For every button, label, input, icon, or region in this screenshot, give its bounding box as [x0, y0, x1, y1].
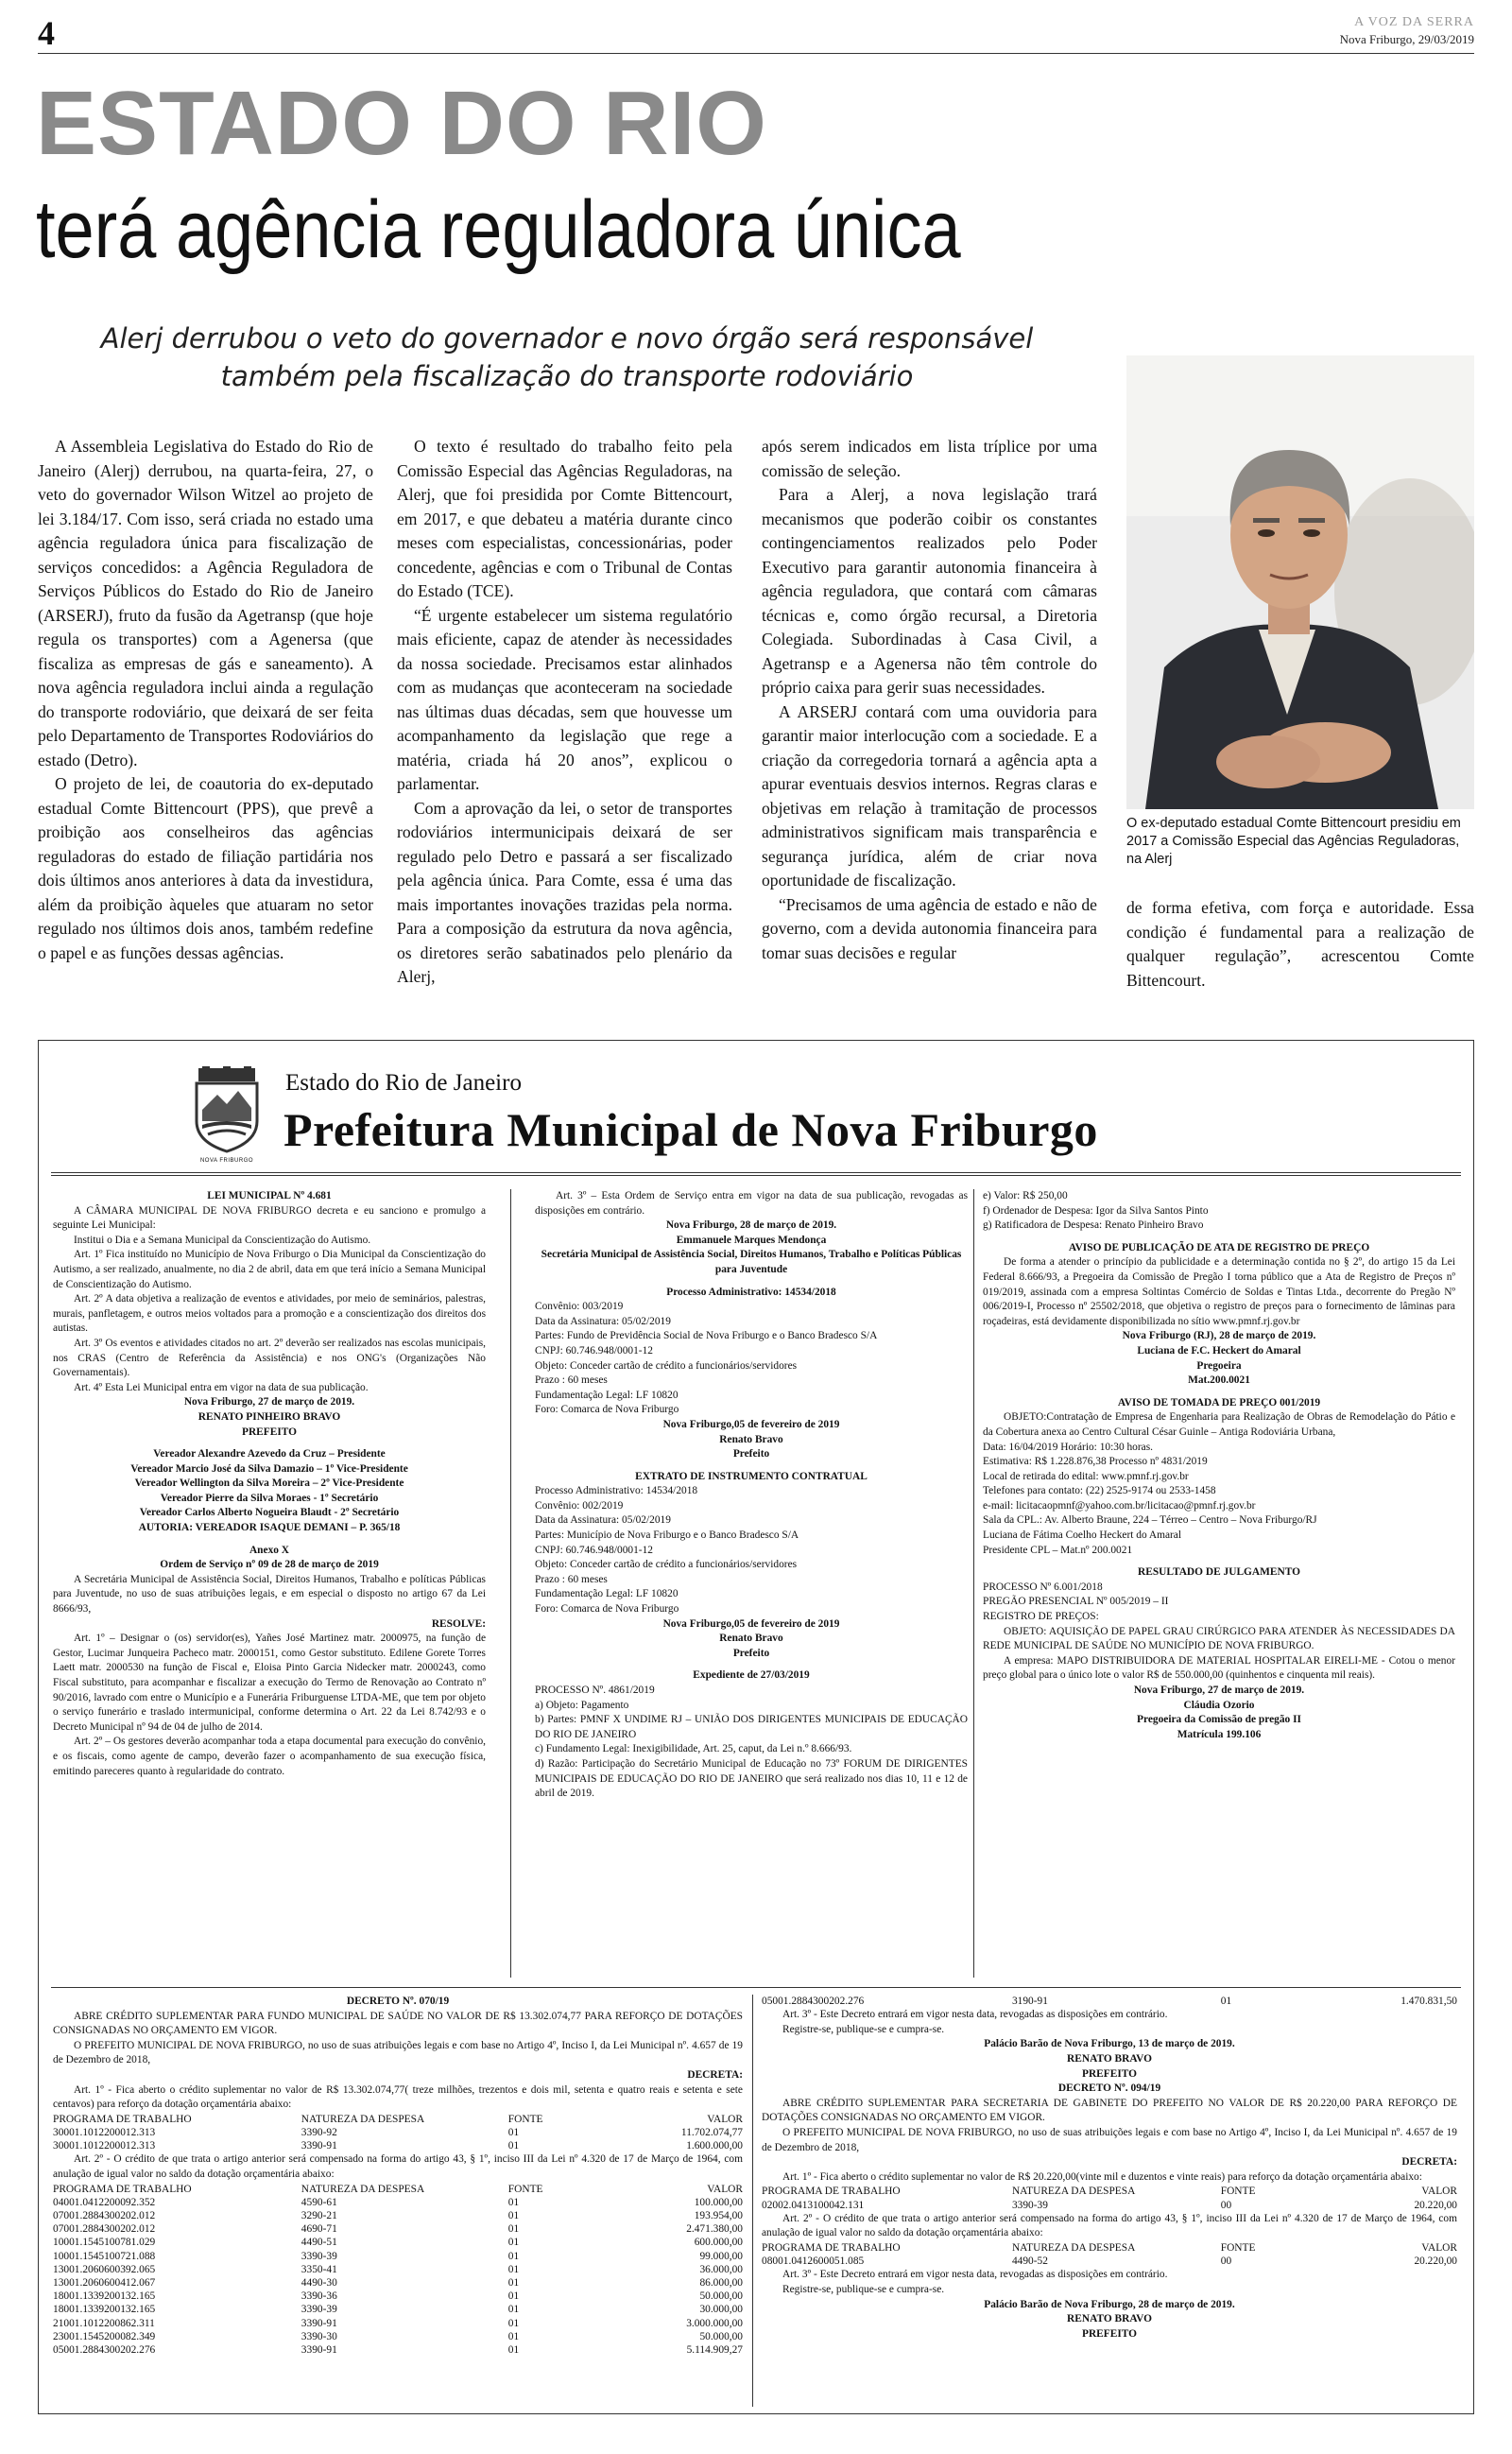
- notice-line: [983, 1558, 1455, 1565]
- notice-line: Luciana de F.C. Heckert do Amaral: [1137, 1344, 1301, 1357]
- decree-lead: ABRE CRÉDITO SUPLEMENTAR PARA FUNDO MUNICIPAL DE SAÚDE NO VALOR DE R$ 13.302.074,77 PARA REFORÇO DE DOTAÇÕES CONSIGNADAS NO ORÇAMENTO EM VIGOR.: [53, 2010, 743, 2037]
- table-cell: 05001.2884300202.276: [53, 2343, 156, 2356]
- paragraph: “Precisamos de uma agência de estado e não de governo, com a devida autonomia financeira para tomar suas decisões e regular: [762, 894, 1097, 962]
- table-cell: 01: [1220, 1996, 1232, 2007]
- table-cell: 4490-30: [301, 2276, 337, 2289]
- notice-line: OBJETO: AQUISIÇÃO DE PAPEL GRAU CIRÚRGICO PARA ATENDER ÀS NECESSIDADES DA REDE MUNICIPAL DE SAÚDE NO MUNICÍPIO DE NOVA FRIBURGO.: [983, 1625, 1455, 1652]
- table-header-cell: PROGRAMA DE TRABALHO: [53, 2113, 192, 2125]
- notice-line: Cláudia Ozorio: [1183, 1699, 1255, 1711]
- notice-line: Ordem de Serviço nº 09 de 28 de março de 2019: [160, 1559, 379, 1571]
- table-cell: 4490-52: [1011, 2255, 1048, 2268]
- decree-art3: Art. 3º - Este Decreto entrará em vigor nesta data, revogadas as disposições em contrário.: [782, 2009, 1168, 2021]
- notice-line: CNPJ: 60.746.948/0001-12: [535, 1544, 653, 1556]
- notice-line: d) Razão: Participação do Secretário Municipal de Educação no 73º FORUM DE DIRIGENTES MUNICIPAIS DE EDUCAÇÃO DO RIO DE JANEIRO que será realizado nos dias 10, 11 e 12 de abril de 2019.: [535, 1757, 968, 1800]
- notice-line: Foro: Comarca de Nova Friburgo: [535, 1603, 679, 1616]
- table-cell: 1.600.000,00: [686, 2140, 743, 2152]
- decree-palace: Palácio Barão de Nova Friburgo, 28 de março de 2019.: [984, 2298, 1235, 2310]
- notice-line: [53, 1536, 486, 1544]
- paragraph: O texto é resultado do trabalho feito pela Comissão Especial das Agências Reguladoras, na Alerj, que foi presidida por Comte Bittencourt, em 2017, e que debateu a matéria durante cinco meses com especialistas, concessionárias, poder concedente, agências e com o Tribunal de Contas do Estado (TCE).: [397, 437, 732, 600]
- notice-line: Mat.200.0021: [1188, 1374, 1250, 1387]
- table-cell: 18001.1339200132.165: [53, 2290, 156, 2303]
- table-cell: 00: [1220, 2199, 1232, 2211]
- notice-line: Prazo : 60 meses: [535, 1573, 608, 1585]
- table-cell: 01: [507, 2209, 520, 2221]
- table-cell: 3390-92: [301, 2126, 337, 2138]
- column-divider: [510, 1189, 511, 1978]
- photo-caption: O ex-deputado estadual Comte Bittencourt presidiu em 2017 a Comissão Especial das Agências Reguladoras, na Alerj: [1126, 816, 1461, 867]
- decree-094: [762, 1995, 1457, 2342]
- decree-decreta: DECRETA:: [687, 2068, 743, 2081]
- table-header-cell: NATUREZA DA DESPESA: [1011, 2186, 1136, 2198]
- decree-art1: Art. 1º - Fica aberto o crédito suplementar no valor de R$ 13.302.074,77( treze milhões, trezentos e dois mil, setenta e quatro reais e setenta e sete centavos) para reforço da dotação orçamentária abaixo:: [53, 2083, 743, 2111]
- paragraph: A ARSERJ contará com uma ouvidoria para garantir maior interlocução com a sociedade. E a criação da corregedoria tornará a agência apta a apurar eventuais desvios internos. Regras claras e objetivas em relação à tramitação de processos administrativos significam mais transparência e segurança jurídica, além de criar nova oportunidade de fiscalização.: [762, 701, 1097, 890]
- table-row: [53, 2330, 743, 2343]
- table-cell: 99.000,00: [699, 2250, 743, 2262]
- paragraph: após serem indicados em lista tríplice por uma comissão de seleção.: [762, 437, 1097, 480]
- newspaper-brand: A VOZ DA SERRA: [1354, 15, 1474, 29]
- notice-line: [535, 1462, 968, 1470]
- table-cell: 20.220,00: [1414, 2199, 1457, 2211]
- notice-line: a) Objeto: Pagamento: [535, 1699, 629, 1711]
- notice-line: Data: 16/04/2019 Horário: 10:30 horas.: [983, 1441, 1154, 1453]
- table-cell: 30001.1012200012.313: [53, 2140, 156, 2152]
- notice-line: Expediente de 27/03/2019: [693, 1669, 810, 1682]
- paragraph: Com a aprovação da lei, o setor de transportes rodoviários intermunicipais deixará de ser regulado pelo Detro e passará a ser fiscalizado pela agência única. Para Comte, essa é uma das mais importantes inovações trazidas pela norma. Para a composição da estrutura da nova agência, os diretores serão sabatinados pelo plenário da Alerj,: [397, 798, 732, 986]
- notice-line: Data da Assinatura: 05/02/2019: [535, 1315, 671, 1327]
- paragraph: “É urgente estabelecer um sistema regulatório mais eficiente, capaz de atender às necessidades da nossa sociedade. Precisamos estar alinhados com as mudanças que aconteceram na sociedade nas últimas duas décadas, sem que houvesse um acompanhamento da legislação que rege a matéria, criada há 20 anos”, explicou o parlamentar.: [397, 605, 732, 793]
- table-row: [53, 2139, 743, 2152]
- decree-signer: RENATO BRAVO: [1067, 2052, 1152, 2065]
- notice-line: RESOLVE:: [431, 1617, 486, 1630]
- notice-line: Nova Friburgo,05 de fevereiro de 2019: [662, 1617, 840, 1630]
- notice-line: Prefeito: [732, 1647, 770, 1659]
- table-cell: 1.470.831,50: [1400, 1996, 1457, 2007]
- decree-palace: Palácio Barão de Nova Friburgo, 13 de março de 2019.: [984, 2038, 1235, 2050]
- table-header-cell: PROGRAMA DE TRABALHO: [762, 2186, 901, 2198]
- table-cell: 193.954,00: [694, 2209, 743, 2221]
- notice-line: Renato Bravo: [719, 1433, 783, 1445]
- budget-table: [762, 2185, 1457, 2211]
- table-header-cell: NATUREZA DA DESPESA: [301, 2113, 425, 2125]
- notice-line: CNPJ: 60.746.948/0001-12: [535, 1344, 653, 1357]
- decree-register: Registre-se, publique-se e cumpra-se.: [782, 2023, 945, 2035]
- notice-line: Luciana de Fátima Coelho Heckert do Amaral: [983, 1529, 1182, 1542]
- table-cell: 01: [507, 2317, 520, 2329]
- table-cell: 05001.2884300202.276: [762, 1996, 865, 2007]
- notice-line: AVISO DE TOMADA DE PREÇO 001/2019: [1117, 1396, 1321, 1408]
- notice-line: [535, 1661, 968, 1668]
- notice-rule: [51, 1175, 1461, 1176]
- table-cell: 01: [507, 2237, 520, 2249]
- notice-line: AVISO DE PUBLICAÇÃO DE ATA DE REGISTRO DE PREÇO: [1068, 1241, 1370, 1253]
- notice-line: EXTRATO DE INSTRUMENTO CONTRATUAL: [635, 1470, 868, 1482]
- table-row: [53, 2222, 743, 2236]
- paragraph: A Assembleia Legislativa do Estado do Rio de Janeiro (Alerj) derrubou, na quarta-feira, 27, o veto do governador Wilson Witzel ao projeto de lei 3.184/17. Com isso, será criada no estado uma agência reguladora única para fiscalização de serviços concedidos: a Agência Reguladora de Serviços Públicos do Estado do Rio de Janeiro (ARSERJ), fruto da fusão da Agetransp (que hoje regula os transportes) com a Agenersa (que fiscaliza as empresas de gás e saneamento). A nova agência reguladora inclui ainda a regulação do transporte rodoviário, que deixará de ser feita pelo Departamento de Transportes Rodoviários do estado (Detro).: [38, 437, 373, 769]
- article-column-2: [397, 435, 732, 990]
- decree-070: [53, 1995, 743, 2357]
- table-cell: 04001.0412200092.352: [53, 2196, 156, 2208]
- table-row: [53, 2303, 743, 2316]
- notice-line: Anexo X: [249, 1544, 290, 1556]
- table-row: [53, 2196, 743, 2209]
- table-header-row: [53, 2113, 743, 2126]
- table-row: [53, 2343, 743, 2357]
- table-cell: 3390-91: [301, 2317, 337, 2329]
- table-cell: 2.471.380,00: [686, 2223, 743, 2236]
- notice-line: Institui o Dia e a Semana Municipal da Conscientização do Autismo.: [74, 1234, 371, 1246]
- notice-line: De forma a atender o princípio da publicidade e a determinação contida no § 2º, do artigo 15 da Lei Federal 8.666/93, a Pregoeira da Comissão de Pregão I torna público que a Ata de Registro de Preços nº 019/2019, assinada com a empresa Soltintas Comércio de Soldas e Tintas Ltda., decorrente do Pregão Nº 006/2019-I, Processo nº 25502/2018, que objetiva o registro de preços para o fornecimento de lâminas para roçadeiras, está devidamente disponibilizada no sítio www.pmnf.rj.gov.br: [983, 1256, 1455, 1327]
- notice-line: Nova Friburgo, 28 de março de 2019.: [665, 1219, 837, 1232]
- table-cell: 3390-39: [301, 2250, 337, 2262]
- table-cell: 5.114.909,27: [686, 2343, 743, 2356]
- table-cell: 13001.2060600392.065: [53, 2263, 156, 2275]
- notice-line: Art. 1º – Designar o (os) servidor(es), Yañes José Martinez matr. 2000975, na função de Gestor, Lucimar Junqueira Pacheco matr. 2000151, como Gestor substituto. Edilene Gorete Torres Laett matr. 2000530 na função de Fiscal e, Eloisa Pinto Garcia Nidecker matr. 2000243, como Fiscal substituto, para acompanhar e fiscalizar a execução do Termo de Renovação ao Contrato nº 90/2016, lavrado com entre o Município e a Funerária Friburguense LTDA-ME, que tem por objeto o serviço funerário e traslado intermunicipal, conforme determina o Art. 22 da Lei 8.742/93 e o Decreto Municipal nº 94 de 04 de julho de 2014.: [53, 1633, 486, 1733]
- article-subhead: Alerj derrubou o veto do governador e novo órgão será responsável também pela fiscalização do transporte rodoviário: [100, 322, 1034, 392]
- table-cell: 30.000,00: [699, 2304, 743, 2316]
- table-row: [53, 2317, 743, 2330]
- table-cell: 4690-71: [301, 2223, 337, 2236]
- notice-line: g) Ratificadora de Despesa: Renato Pinheiro Bravo: [983, 1219, 1204, 1232]
- notice-line: LEI MUNICIPAL Nº 4.681: [207, 1190, 332, 1201]
- notice-line: Telefones para contato: (22) 2525-9174 ou 2533-1458: [983, 1485, 1216, 1497]
- table-row: [53, 2290, 743, 2303]
- table-cell: 07001.2884300202.012: [53, 2223, 156, 2236]
- notice-line: b) Partes: PMNF X UNDIME RJ – UNIÃO DOS DIRIGENTES MUNICIPAIS DE EDUCAÇÃO DO RIO DE JANEIRO: [535, 1714, 968, 1740]
- table-cell: 50.000,00: [699, 2330, 743, 2342]
- table-row: [53, 2263, 743, 2276]
- budget-table: [762, 2241, 1457, 2268]
- table-header-cell: PROGRAMA DE TRABALHO: [53, 2183, 192, 2195]
- table-cell: 01: [507, 2290, 520, 2303]
- article-column-1: [38, 435, 373, 965]
- table-cell: 30001.1012200012.313: [53, 2126, 156, 2138]
- table-cell: 600.000,00: [694, 2237, 743, 2249]
- table-header-cell: VALOR: [1421, 2241, 1457, 2254]
- notice-line: [983, 1389, 1455, 1396]
- table-cell: 3390-30: [301, 2330, 337, 2342]
- notice-line: Art. 3º Os eventos e atividades citados no art. 2º deverão ser realizados nas escolas municipais, nos CRAS (Centro de Referência da Assistência) e nos ONG's (Organizações Não Governamentais).: [53, 1337, 486, 1379]
- table-cell: 21001.1012200862.311: [53, 2317, 155, 2329]
- table-cell: 01: [507, 2250, 520, 2262]
- table-cell: 01: [507, 2276, 520, 2289]
- table-cell: 01: [507, 2126, 520, 2138]
- notice-line: Vereador Wellington da Silva Moreira – 2º Vice-Presidente: [134, 1478, 404, 1490]
- notice-column-1: [53, 1189, 486, 1779]
- notice-line: Processo Administrativo: 14534/2018: [666, 1286, 836, 1298]
- table-header-cell: NATUREZA DA DESPESA: [301, 2183, 425, 2195]
- table-header-cell: FONTE: [1220, 2186, 1256, 2198]
- decree-intro: O PREFEITO MUNICIPAL DE NOVA FRIBURGO, no uso de suas atribuições legais e com base no Artigo 4º, Inciso I, da Lei Municipal nº. 4.657 de 19 de Dezembro de 2018,: [762, 2126, 1457, 2153]
- table-cell: 3390-91: [301, 2343, 337, 2356]
- decree-signer-role: PREFEITO: [1081, 2327, 1138, 2340]
- table-header-cell: NATUREZA DA DESPESA: [1011, 2241, 1136, 2254]
- notice-line: Nova Friburgo, 27 de março de 2019.: [183, 1396, 355, 1408]
- column-divider: [973, 1189, 974, 1978]
- notice-line: Vereador Pierre da Silva Moraes - 1º Secretário: [160, 1492, 379, 1504]
- notice-line: Pregoeira da Comissão de pregão II: [1137, 1714, 1301, 1726]
- table-cell: 13001.2060600412.067: [53, 2276, 156, 2289]
- table-cell: 3.000.000,00: [686, 2317, 743, 2329]
- notice-line: Vereador Carlos Alberto Nogueira Blaudt - 2º Secretário: [139, 1507, 400, 1519]
- notice-line: Pregoeira: [1196, 1359, 1242, 1372]
- page-number: 4: [38, 14, 55, 52]
- notice-line: [53, 1440, 486, 1447]
- decree-intro: O PREFEITO MUNICIPAL DE NOVA FRIBURGO, no uso de suas atribuições legais e com base no Artigo 4º, Inciso I, da Lei Municipal nº. 4.657 de 19 de Dezembro de 2018,: [53, 2039, 743, 2066]
- notice-line: Foro: Comarca de Nova Friburgo: [535, 1404, 679, 1416]
- notice-line: Art. 1º Fica instituído no Município de Nova Friburgo o Dia Municipal da Conscientização do Autismo, a ser realizado, anualmente, no dia 2 de abril, data em que terá início a Semana Municipal de Conscientização do Autismo.: [53, 1249, 486, 1290]
- table-cell: 3350-41: [301, 2263, 337, 2275]
- notice-line: REGISTRO DE PREÇOS:: [983, 1611, 1099, 1623]
- notice-line: RESULTADO DE JULGAMENTO: [1138, 1566, 1300, 1579]
- table-header-cell: FONTE: [507, 2113, 543, 2125]
- budget-table: [53, 2113, 743, 2153]
- table-cell: 20.220,00: [1414, 2255, 1457, 2268]
- table-row: [762, 1995, 1457, 2008]
- notice-line: Art. 4º Esta Lei Municipal entra em vigor na data de sua publicação.: [74, 1381, 369, 1393]
- notice-line: OBJETO:Contratação de Empresa de Engenharia para Realização de Obras de Remodelação do Pátio e da Cobertura anexa ao Centro Cultural César Guinle – Antiga Rodoviária Urbana,: [983, 1411, 1455, 1438]
- notice-line: e) Valor: R$ 250,00: [983, 1190, 1068, 1201]
- notice-column-3: [983, 1189, 1455, 1742]
- notice-line: PREFEITO: [241, 1426, 298, 1438]
- decree-art1: Art. 1º - Fica aberto o crédito suplementar no valor de R$ 20.220,00(vinte mil e duzentos e vinte reais) para reforço da dotação orçamentária abaixo:: [782, 2170, 1422, 2183]
- table-cell: 4490-51: [301, 2237, 337, 2249]
- notice-line: Fundamentação Legal: LF 10820: [535, 1389, 679, 1401]
- notice-line: [535, 1278, 968, 1286]
- table-cell: 01: [507, 2223, 520, 2236]
- notice-line: PREGÃO PRESENCIAL Nº 005/2019 – II: [983, 1596, 1169, 1608]
- table-cell: 4590-61: [301, 2196, 337, 2208]
- notice-line: Matrícula 199.106: [1177, 1728, 1262, 1740]
- table-cell: 100.000,00: [694, 2196, 743, 2208]
- portrait-photo: [1126, 355, 1474, 809]
- table-cell: 01: [507, 2263, 520, 2275]
- notice-rule: [51, 1172, 1461, 1173]
- table-row: [762, 2199, 1457, 2212]
- table-cell: 11.702.074,77: [680, 2126, 743, 2138]
- table-cell: 50.000,00: [699, 2290, 743, 2303]
- notice-line: e-mail: licitacaopmnf@yahoo.com.br/licitacao@pmnf.rj.gov.br: [983, 1499, 1256, 1512]
- notice-line: Objeto: Conceder cartão de crédito a funcionários/servidores: [535, 1559, 798, 1571]
- notice-column-2: [535, 1189, 968, 1802]
- notice-line: A CÂMARA MUNICIPAL DE NOVA FRIBURGO decreta e eu sanciono e promulgo a seguinte Lei Municipal:: [53, 1204, 486, 1232]
- notice-line: Processo Administrativo: 14534/2018: [535, 1485, 698, 1497]
- table-header-row: [762, 2185, 1457, 2198]
- notice-line: RENATO PINHEIRO BRAVO: [198, 1410, 341, 1423]
- notice-line: Emmanuele Marques Mendonça: [676, 1234, 827, 1246]
- table-header-row: [53, 2183, 743, 2196]
- table-cell: 07001.2884300202.012: [53, 2209, 156, 2221]
- budget-table: [53, 2183, 743, 2358]
- article-kicker: ESTADO DO RIO: [36, 73, 767, 174]
- issue-date: Nova Friburgo, 29/03/2019: [1339, 32, 1474, 46]
- decree-title: DECRETO Nº. 070/19: [346, 1996, 450, 2007]
- notice-line: Vereador Marcio José da Silva Damazio – 1º Vice-Presidente: [130, 1462, 408, 1475]
- table-header-cell: PROGRAMA DE TRABALHO: [762, 2241, 901, 2254]
- decree-register: Registre-se, publique-se e cumpra-se.: [782, 2283, 945, 2295]
- notice-line: Fundamentação Legal: LF 10820: [535, 1588, 679, 1600]
- budget-table: [762, 1995, 1457, 2008]
- notice-line: Prefeito: [732, 1448, 770, 1460]
- decree-lead: ABRE CRÉDITO SUPLEMENTAR PARA SECRETARIA DE GABINETE DO PREFEITO NO VALOR DE R$ 20.220,00 PARA REFORÇO DE DOTAÇÕES CONSIGNADAS NO ORÇAMENTO EM VIGOR.: [762, 2097, 1457, 2124]
- table-cell: 01: [507, 2196, 520, 2208]
- decree-signer: RENATO BRAVO: [1067, 2313, 1152, 2325]
- table-row: [53, 2236, 743, 2249]
- notice-line: Nova Friburgo, 27 de março de 2019.: [1133, 1685, 1305, 1696]
- table-header-cell: VALOR: [707, 2113, 743, 2125]
- table-cell: 01: [507, 2140, 520, 2152]
- table-cell: 18001.1339200132.165: [53, 2304, 156, 2316]
- decree-art3: Art. 3º - Este Decreto entrará em vigor nesta data, revogadas as disposições em contrário.: [782, 2269, 1168, 2281]
- notice-line: Estimativa: R$ 1.228.876,38 Processo nº 4831/2019: [983, 1456, 1208, 1468]
- table-cell: 02002.0413100042.131: [762, 2199, 865, 2211]
- article-headline: terá agência reguladora única: [36, 184, 961, 275]
- notice-line: Sala da CPL.: Av. Alberto Braune, 224 – Térreo – Centro – Nova Friburgo/RJ: [983, 1514, 1317, 1527]
- notice-title: Prefeitura Municipal de Nova Friburgo: [284, 1103, 1098, 1156]
- table-row: [53, 2126, 743, 2139]
- table-header-row: [762, 2241, 1457, 2255]
- municipal-crest-icon: [189, 1066, 265, 1164]
- notice-line: Convênio: 002/2019: [535, 1499, 624, 1512]
- table-row: [53, 2276, 743, 2290]
- table-cell: 10001.1545100781.029: [53, 2237, 156, 2249]
- table-cell: 01: [507, 2343, 520, 2356]
- table-cell: 08001.0412600051.085: [762, 2255, 865, 2268]
- table-cell: 01: [507, 2330, 520, 2342]
- notice-line: Convênio: 003/2019: [535, 1301, 624, 1313]
- notice-line: A empresa: MAPO DISTRIBUIDORA DE MATERIAL HOSPITALAR EIRELI-ME - Cotou o menor preço global para o único lote o valor R$ de 550.000,00 (quinhentos e cinquenta mil reais).: [983, 1654, 1455, 1682]
- decree-art2: Art. 2º - O crédito de que trata o artigo anterior será compensado na forma do artigo 43, § 1º, inciso III da Lei nº 4.320 de 17 de Março de 1964, com anulação de igual valor no saldo da dotação orçamentária abaixo:: [762, 2212, 1457, 2239]
- notice-line: A Secretária Municipal de Assistência Social, Direitos Humanos, Trabalho e políticas Públicas para Juventude, no uso de suas atribuições legais, e em especial o disposto no artigo 67 da Lei 8666/93,: [53, 1573, 486, 1616]
- notice-line: [983, 1234, 1455, 1241]
- notice-line: Objeto: Conceder cartão de crédito a funcionários/servidores: [535, 1359, 798, 1372]
- table-header-cell: FONTE: [1220, 2241, 1256, 2254]
- decree-signer-role: PREFEITO: [1081, 2067, 1138, 2080]
- header-rule: [38, 53, 1474, 54]
- notice-line: Partes: Município de Nova Friburgo e o Banco Bradesco S/A: [535, 1529, 799, 1542]
- article-column-4: de forma efetiva, com força e autoridade. Essa condição é fundamental para a realização de qualquer regulação”, acrescentou Comte Bittencourt.: [1126, 898, 1474, 990]
- table-cell: 23001.1545200082.349: [53, 2330, 156, 2342]
- notice-line: Renato Bravo: [719, 1633, 783, 1645]
- paragraph: O projeto de lei, de coautoria do ex-deputado estadual Comte Bittencourt (PPS), que prevê a proibição aos conselheiros das agências reguladoras do estado de filiação partidária nos dois últimos anos anteriores à data da investidura, além da proibição àqueles que atuaram no setor regulado nos últimos dois anos, também redefine o papel e as funções dessas agências.: [38, 774, 373, 962]
- notice-line: Art. 2º – Os gestores deverão acompanhar toda a etapa documental para execução do convênio, e os fiscais, como agente de campo, deverão fazer o acompanhamento de sua execução física, emitindo pareceres quanto à regularidade do contrato.: [53, 1736, 486, 1777]
- notice-line: PROCESSO Nº 6.001/2018: [983, 1581, 1103, 1593]
- table-row: [53, 2250, 743, 2263]
- notice-line: Secretária Municipal de Assistência Social, Direitos Humanos, Trabalho e Políticas Públicas para Juventude: [541, 1249, 962, 1275]
- table-cell: 3390-91: [301, 2140, 337, 2152]
- notice-line: PROCESSO Nº. 4861/2019: [535, 1685, 655, 1696]
- notice-state: Estado do Rio de Janeiro: [285, 1070, 522, 1096]
- table-header-cell: FONTE: [507, 2183, 543, 2195]
- notice-section-rule: [51, 1987, 1461, 1988]
- table-cell: 3190-91: [1011, 1996, 1048, 2007]
- table-row: [53, 2209, 743, 2222]
- notice-line: Presidente CPL – Mat.nº 200.0021: [983, 1544, 1133, 1556]
- table-cell: 3290-21: [301, 2209, 337, 2221]
- crest-label: NOVA FRIBURGO: [199, 1158, 254, 1164]
- table-cell: 10001.1545100721.088: [53, 2250, 156, 2262]
- table-cell: 3390-39: [1011, 2199, 1048, 2211]
- table-header-cell: VALOR: [707, 2183, 743, 2195]
- article-column-3: [762, 435, 1097, 965]
- decree-title: DECRETO Nº. 094/19: [1057, 2082, 1161, 2095]
- table-cell: 3390-39: [301, 2304, 337, 2316]
- notice-line: c) Fundamento Legal: Inexigibilidade, Art. 25, caput, da Lei n.º 8.666/93.: [535, 1743, 852, 1755]
- notice-line: f) Ordenador de Despesa: Igor da Silva Santos Pinto: [983, 1204, 1209, 1217]
- column-divider: [752, 1995, 753, 2407]
- notice-line: AUTORIA: VEREADOR ISAQUE DEMANI – P. 365/18: [138, 1522, 401, 1534]
- table-cell: 3390-36: [301, 2290, 337, 2303]
- paragraph: Para a Alerj, a nova legislação trará mecanismos que poderão coibir os constantes contingenciamentos realizados pelo Poder Executivo para garantir autonomia financeira à agência reguladora, que contará com câmaras técnicas e, como órgão recursal, a Diretoria Colegiada. Subordinadas à Casa Civil, a Agetransp e a Agenersa não têm controle do próprio caixa para gerir suas necessidades.: [762, 485, 1097, 697]
- table-cell: 86.000,00: [699, 2276, 743, 2289]
- decree-art2: Art. 2º - O crédito de que trata o artigo anterior será compensado na forma do artigo 43, § 1º, inciso III da Lei nº 4.320 de 17 de Março de 1964, com anulação de igual valor no saldo da dotação orçamentária abaixo:: [53, 2153, 743, 2180]
- table-cell: 00: [1220, 2255, 1232, 2268]
- table-row: [762, 2255, 1457, 2268]
- notice-line: Vereador Alexandre Azevedo da Cruz – Presidente: [153, 1448, 386, 1460]
- notice-line: Art. 3º – Esta Ordem de Serviço entra em vigor na data de sua publicação, revogadas as disposições em contrário.: [535, 1190, 968, 1217]
- notice-line: Prazo : 60 meses: [535, 1374, 608, 1387]
- notice-line: Partes: Fundo de Previdência Social de Nova Friburgo e o Banco Bradesco S/A: [535, 1330, 878, 1342]
- notice-line: Art. 2º A data objetiva a realização de eventos e atividades, por meio de seminários, palestras, murais, panfletagem, e outros meios voltados para a promoção e a conscientização dos direitos dos autistas.: [53, 1293, 486, 1335]
- notice-line: Local de retirada do edital: www.pmnf.rj.gov.br: [983, 1470, 1189, 1482]
- table-header-cell: VALOR: [1421, 2186, 1457, 2198]
- table-cell: 01: [507, 2304, 520, 2316]
- notice-line: Nova Friburgo,05 de fevereiro de 2019: [662, 1418, 840, 1430]
- notice-line: Nova Friburgo (RJ), 28 de março de 2019.: [1122, 1330, 1316, 1342]
- notice-line: Data da Assinatura: 05/02/2019: [535, 1514, 671, 1527]
- decree-decreta: DECRETA:: [1401, 2156, 1457, 2169]
- portrait-illustration: [1126, 355, 1474, 809]
- table-cell: 36.000,00: [699, 2263, 743, 2275]
- masthead-info: [1340, 15, 1474, 47]
